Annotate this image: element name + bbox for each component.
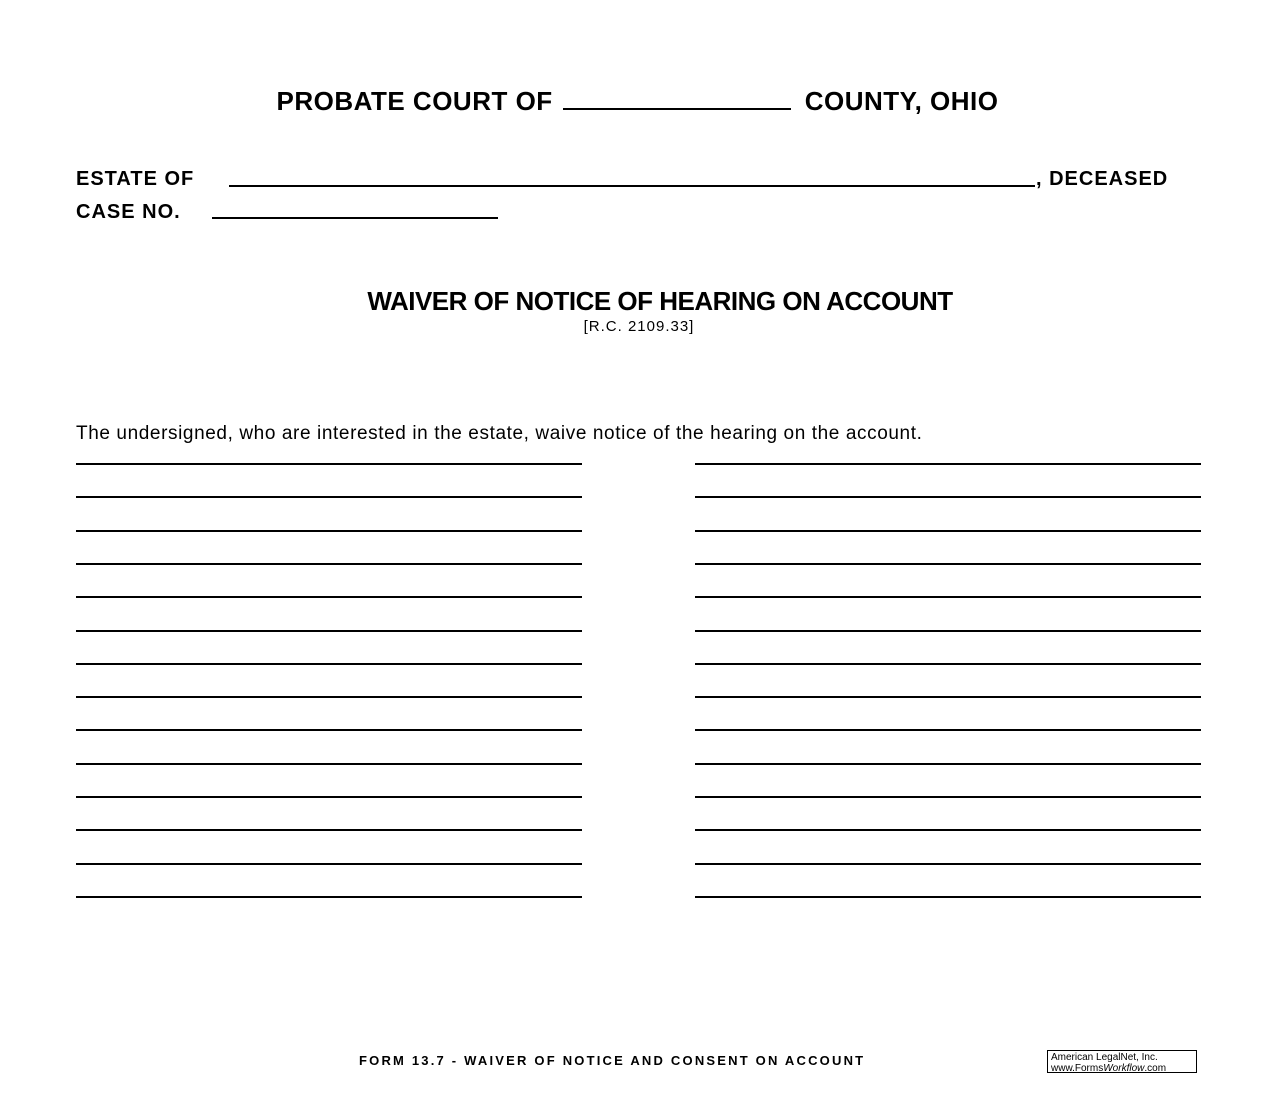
estate-label: ESTATE OF [76, 168, 195, 190]
court-suffix: COUNTY, OHIO [804, 86, 999, 116]
signature-line[interactable] [695, 663, 1201, 665]
signature-line[interactable] [76, 729, 582, 731]
signature-line[interactable] [695, 863, 1201, 865]
court-prefix: PROBATE COURT OF [276, 86, 553, 116]
signature-line[interactable] [76, 463, 582, 465]
signature-line[interactable] [695, 463, 1201, 465]
publisher-url: www.FormsWorkflow.com [1051, 1063, 1167, 1074]
form-number-footer: FORM 13.7 - WAIVER OF NOTICE AND CONSENT ON ACCOUNT [359, 1053, 866, 1068]
signature-line[interactable] [695, 896, 1201, 898]
statute-reference: [R.C. 2109.33] [583, 318, 695, 335]
signature-line[interactable] [695, 596, 1201, 598]
publisher-name: American LegalNet, Inc. [1051, 1052, 1158, 1063]
signature-line[interactable] [76, 896, 582, 898]
county-blank[interactable] [563, 88, 791, 110]
waiver-statement: The undersigned, who are interested in the estate, waive notice of the hearing on the account. [76, 423, 923, 444]
signature-line[interactable] [76, 796, 582, 798]
signature-line[interactable] [76, 530, 582, 532]
publisher-box [1047, 1050, 1197, 1073]
signature-line[interactable] [695, 763, 1201, 765]
signature-line[interactable] [76, 496, 582, 498]
signature-line[interactable] [76, 630, 582, 632]
signature-line[interactable] [76, 563, 582, 565]
form-title: WAIVER OF NOTICE OF HEARING ON ACCOUNT [367, 286, 953, 316]
signature-line[interactable] [695, 696, 1201, 698]
signature-line[interactable] [76, 696, 582, 698]
signature-line[interactable] [76, 763, 582, 765]
signature-line[interactable] [76, 596, 582, 598]
estate-name-blank[interactable] [229, 185, 1035, 187]
deceased-label: , DECEASED [1036, 168, 1169, 190]
signature-line[interactable] [695, 630, 1201, 632]
case-number-blank[interactable] [212, 217, 498, 219]
signature-line[interactable] [695, 729, 1201, 731]
case-number-label: CASE NO. [76, 201, 181, 223]
signature-line[interactable] [695, 496, 1201, 498]
court-heading [0, 86, 1275, 117]
signature-line[interactable] [695, 563, 1201, 565]
signature-line[interactable] [695, 796, 1201, 798]
signature-line[interactable] [76, 829, 582, 831]
signature-line[interactable] [76, 863, 582, 865]
signature-line[interactable] [76, 663, 582, 665]
signature-line[interactable] [695, 530, 1201, 532]
signature-line[interactable] [695, 829, 1201, 831]
